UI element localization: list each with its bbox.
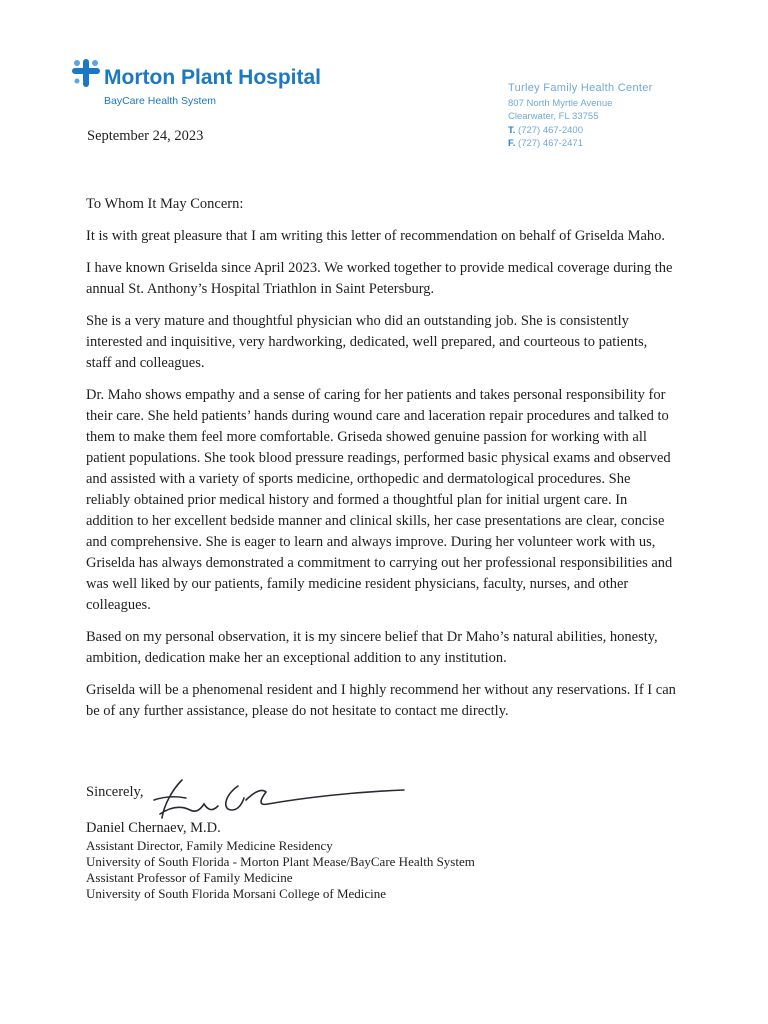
phone-label: T.: [508, 124, 516, 136]
fax-label: F.: [508, 138, 516, 149]
signer-title-2: University of South Florida - Morton Plant Mease/BayCare Health System: [86, 854, 475, 869]
center-fax: (727) 467-2471: [518, 138, 583, 149]
center-address-block: [508, 82, 708, 151]
hospital-cross-icon: [72, 58, 100, 88]
paragraph-4: Dr. Maho shows empathy and a sense of caring for her patients and takes personal responsibility for their care. She held patients’ hands during wound care and laceration repair procedures and talked to them to make them feel more comfortable. Griseda showed genuine passion for working with all patient populations. She took blood pressure readings, performed basic physical exams and observed and assisted with a variety of sports medicine, orthopedic and dermatological procedures. She reliably obtained prior medical history and formed a thoughtful plan for initial urgent care. In addition to her excellent bedside manner and clinical skills, her case presentations are clear, concise and comprehensive. She is eager to learn and always improve. During her volunteer work with us, Griselda has always demonstrated a commitment to carrying out her professional responsibilities and was well liked by our patients, family medicine resident physicians, faculty, nurses, and other colleagues.: [86, 387, 673, 613]
signer-block: [86, 819, 475, 902]
hospital-name: Morton Plant Hospital: [104, 66, 321, 89]
closing: Sincerely,: [86, 784, 144, 800]
signer-title-3: Assistant Professor of Family Medicine: [86, 870, 293, 885]
center-phone-line: [508, 124, 708, 138]
handwritten-signature: [142, 770, 412, 826]
signer-title-1: Assistant Director, Family Medicine Residency: [86, 838, 333, 853]
letter-date: September 24, 2023: [87, 128, 204, 144]
paragraph-1: It is with great pleasure that I am writing this letter of recommendation on behalf of Griselda Maho.: [86, 228, 666, 244]
paragraph-2: I have known Griselda since April 2023. We worked together to provide medical coverage during the annual St. Anthony’s Hospital Triathlon in Saint Petersburg.: [86, 260, 673, 297]
center-name: Turley Family Health Center: [508, 82, 653, 94]
paragraph-6: Griselda will be a phenomenal resident and I highly recommend her without any reservations. If I can be of any further assistance, please do not hesitate to contact me directly.: [86, 682, 676, 719]
paragraph-5: Based on my personal observation, it is my sincere belief that Dr Maho’s natural abilities, honesty, ambition, dedication make her an exceptional addition to any institution.: [86, 629, 658, 666]
health-system-name: BayCare Health System: [104, 95, 217, 107]
letter-body: [86, 194, 676, 733]
center-fax-line: [508, 137, 708, 151]
signer-title-4: University of South Florida Morsani College of Medicine: [86, 886, 387, 901]
center-address-line1: 807 North Myrtle Avenue: [508, 97, 613, 109]
center-address-line2: Clearwater, FL 33755: [508, 111, 599, 122]
paragraph-3: She is a very mature and thoughtful physician who did an outstanding job. She is consistently interested and inquisitive, very hardworking, dedicated, well prepared, and courteous to patients, staff and colleagues.: [86, 313, 648, 371]
signer-name: Daniel Chernaev, M.D.: [86, 820, 221, 836]
salutation: To Whom It May Concern:: [86, 196, 244, 212]
center-phone: (727) 467-2400: [518, 124, 583, 136]
